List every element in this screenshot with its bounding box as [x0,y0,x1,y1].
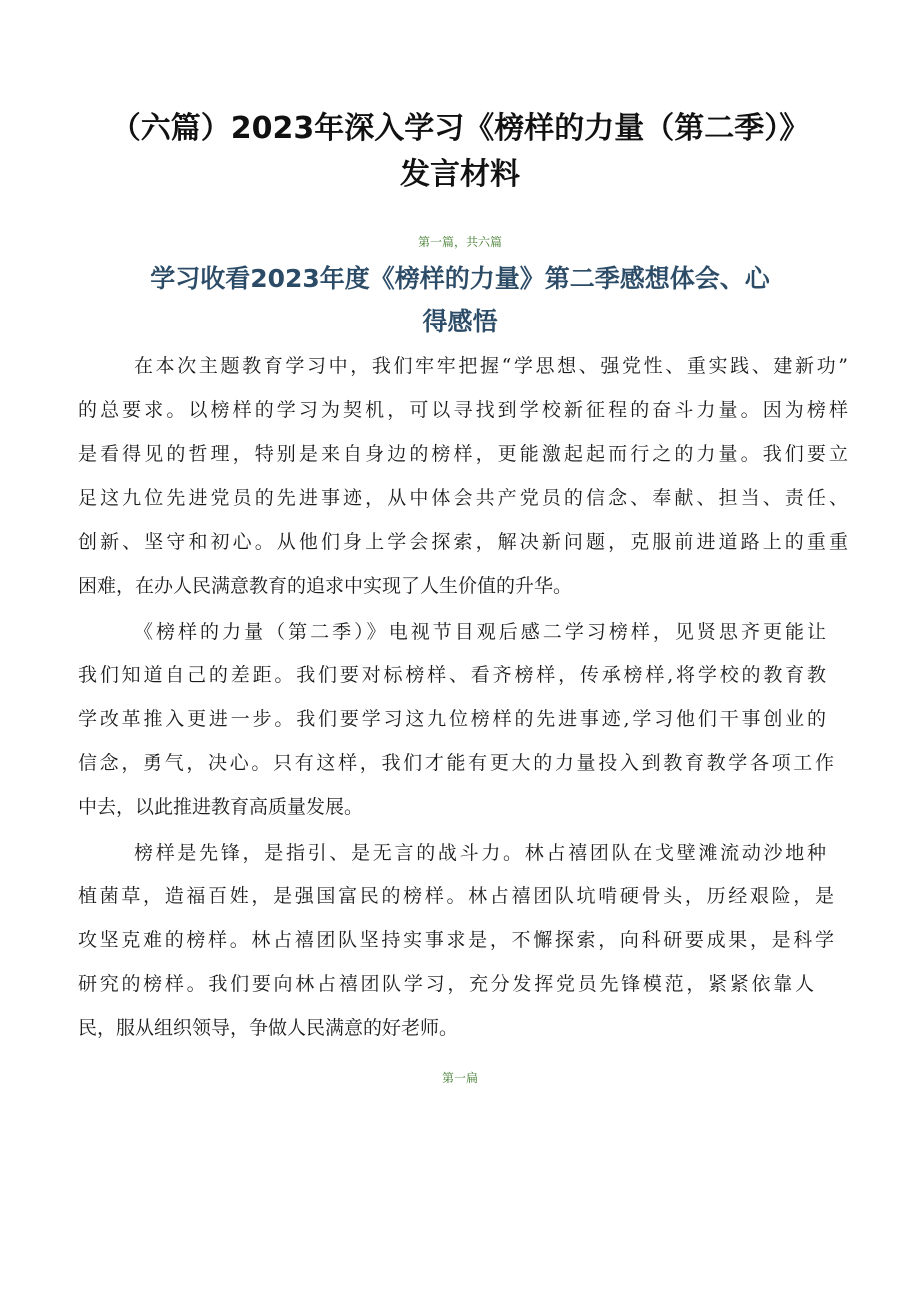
paragraph-line: 攻坚克难的榜样。林占禧团队坚持实事求是，不懈探索，向科研要成果，是科学 [78,929,834,951]
paragraph-line: 民，服从组织领导，争做人民满意的好老师。 [78,1017,459,1039]
paragraph-line: 学改革推入更进一步。我们要学习这九位榜样的先进事迹,学习他们干事创业的 [78,708,826,730]
paragraph-line: 在本次主题教育学习中，我们牢牢把握“学思想、强党性、重实践、建新功” [134,355,848,377]
section-label: 第一篇，共六篇 [417,235,502,249]
article-title-line-1: 学习收看2023年度《榜样的力量》第二季感想体会、心 [150,264,770,293]
document-title-line-1: （六篇）2023年深入学习《榜样的力量（第二季）》 [110,111,810,146]
paragraph-line: 中去，以此推进教育高质量发展。 [78,796,364,818]
paragraph-line: 的总要求。以榜样的学习为契机，可以寻找到学校新征程的奋斗力量。因为榜样 [78,399,848,421]
footer-label: 第一扁 [441,1071,478,1085]
paragraph-line: 植菌草，造福百姓，是强国富民的榜样。林占禧团队坑啃硬骨头，历经艰险，是 [78,885,834,907]
paragraph-line: 《榜样的力量（第二季）》电视节目观后感二学习榜样，见贤思齐更能让 [134,621,826,643]
paragraph-line: 是看得见的哲理，特别是来自身边的榜样，更能激起起而行之的力量。我们要立 [78,443,848,465]
paragraph-line: 足这九位先进党员的先进事迹，从中体会共产党员的信念、奉献、担当、责任、 [78,487,848,509]
paragraph-line: 困难，在办人民满意教育的追求中实现了人生价值的升华。 [78,575,573,597]
paragraph-line: 研究的榜样。我们要向林占禧团队学习，充分发挥党员先锋模范，紧紧依靠人 [78,973,814,995]
paragraph-line: 创新、坚守和初心。从他们身上学会探索，解决新问题，克服前进道路上的重重 [78,531,848,553]
paragraph-line: 我们知道自己的差距。我们要对标榜样、看齐榜样，传承榜样,将学校的教育教 [78,664,826,686]
paragraph-line: 信念，勇气，决心。只有这样，我们才能有更大的力量投入到教育教学各项工作 [78,752,834,774]
paragraph-line: 榜样是先锋，是指引、是无言的战斗力。林占禧团队在戈壁滩流动沙地种 [134,842,826,864]
document-title-line-2: 发言材料 [400,157,520,192]
article-title-line-2: 得感悟 [422,307,498,336]
